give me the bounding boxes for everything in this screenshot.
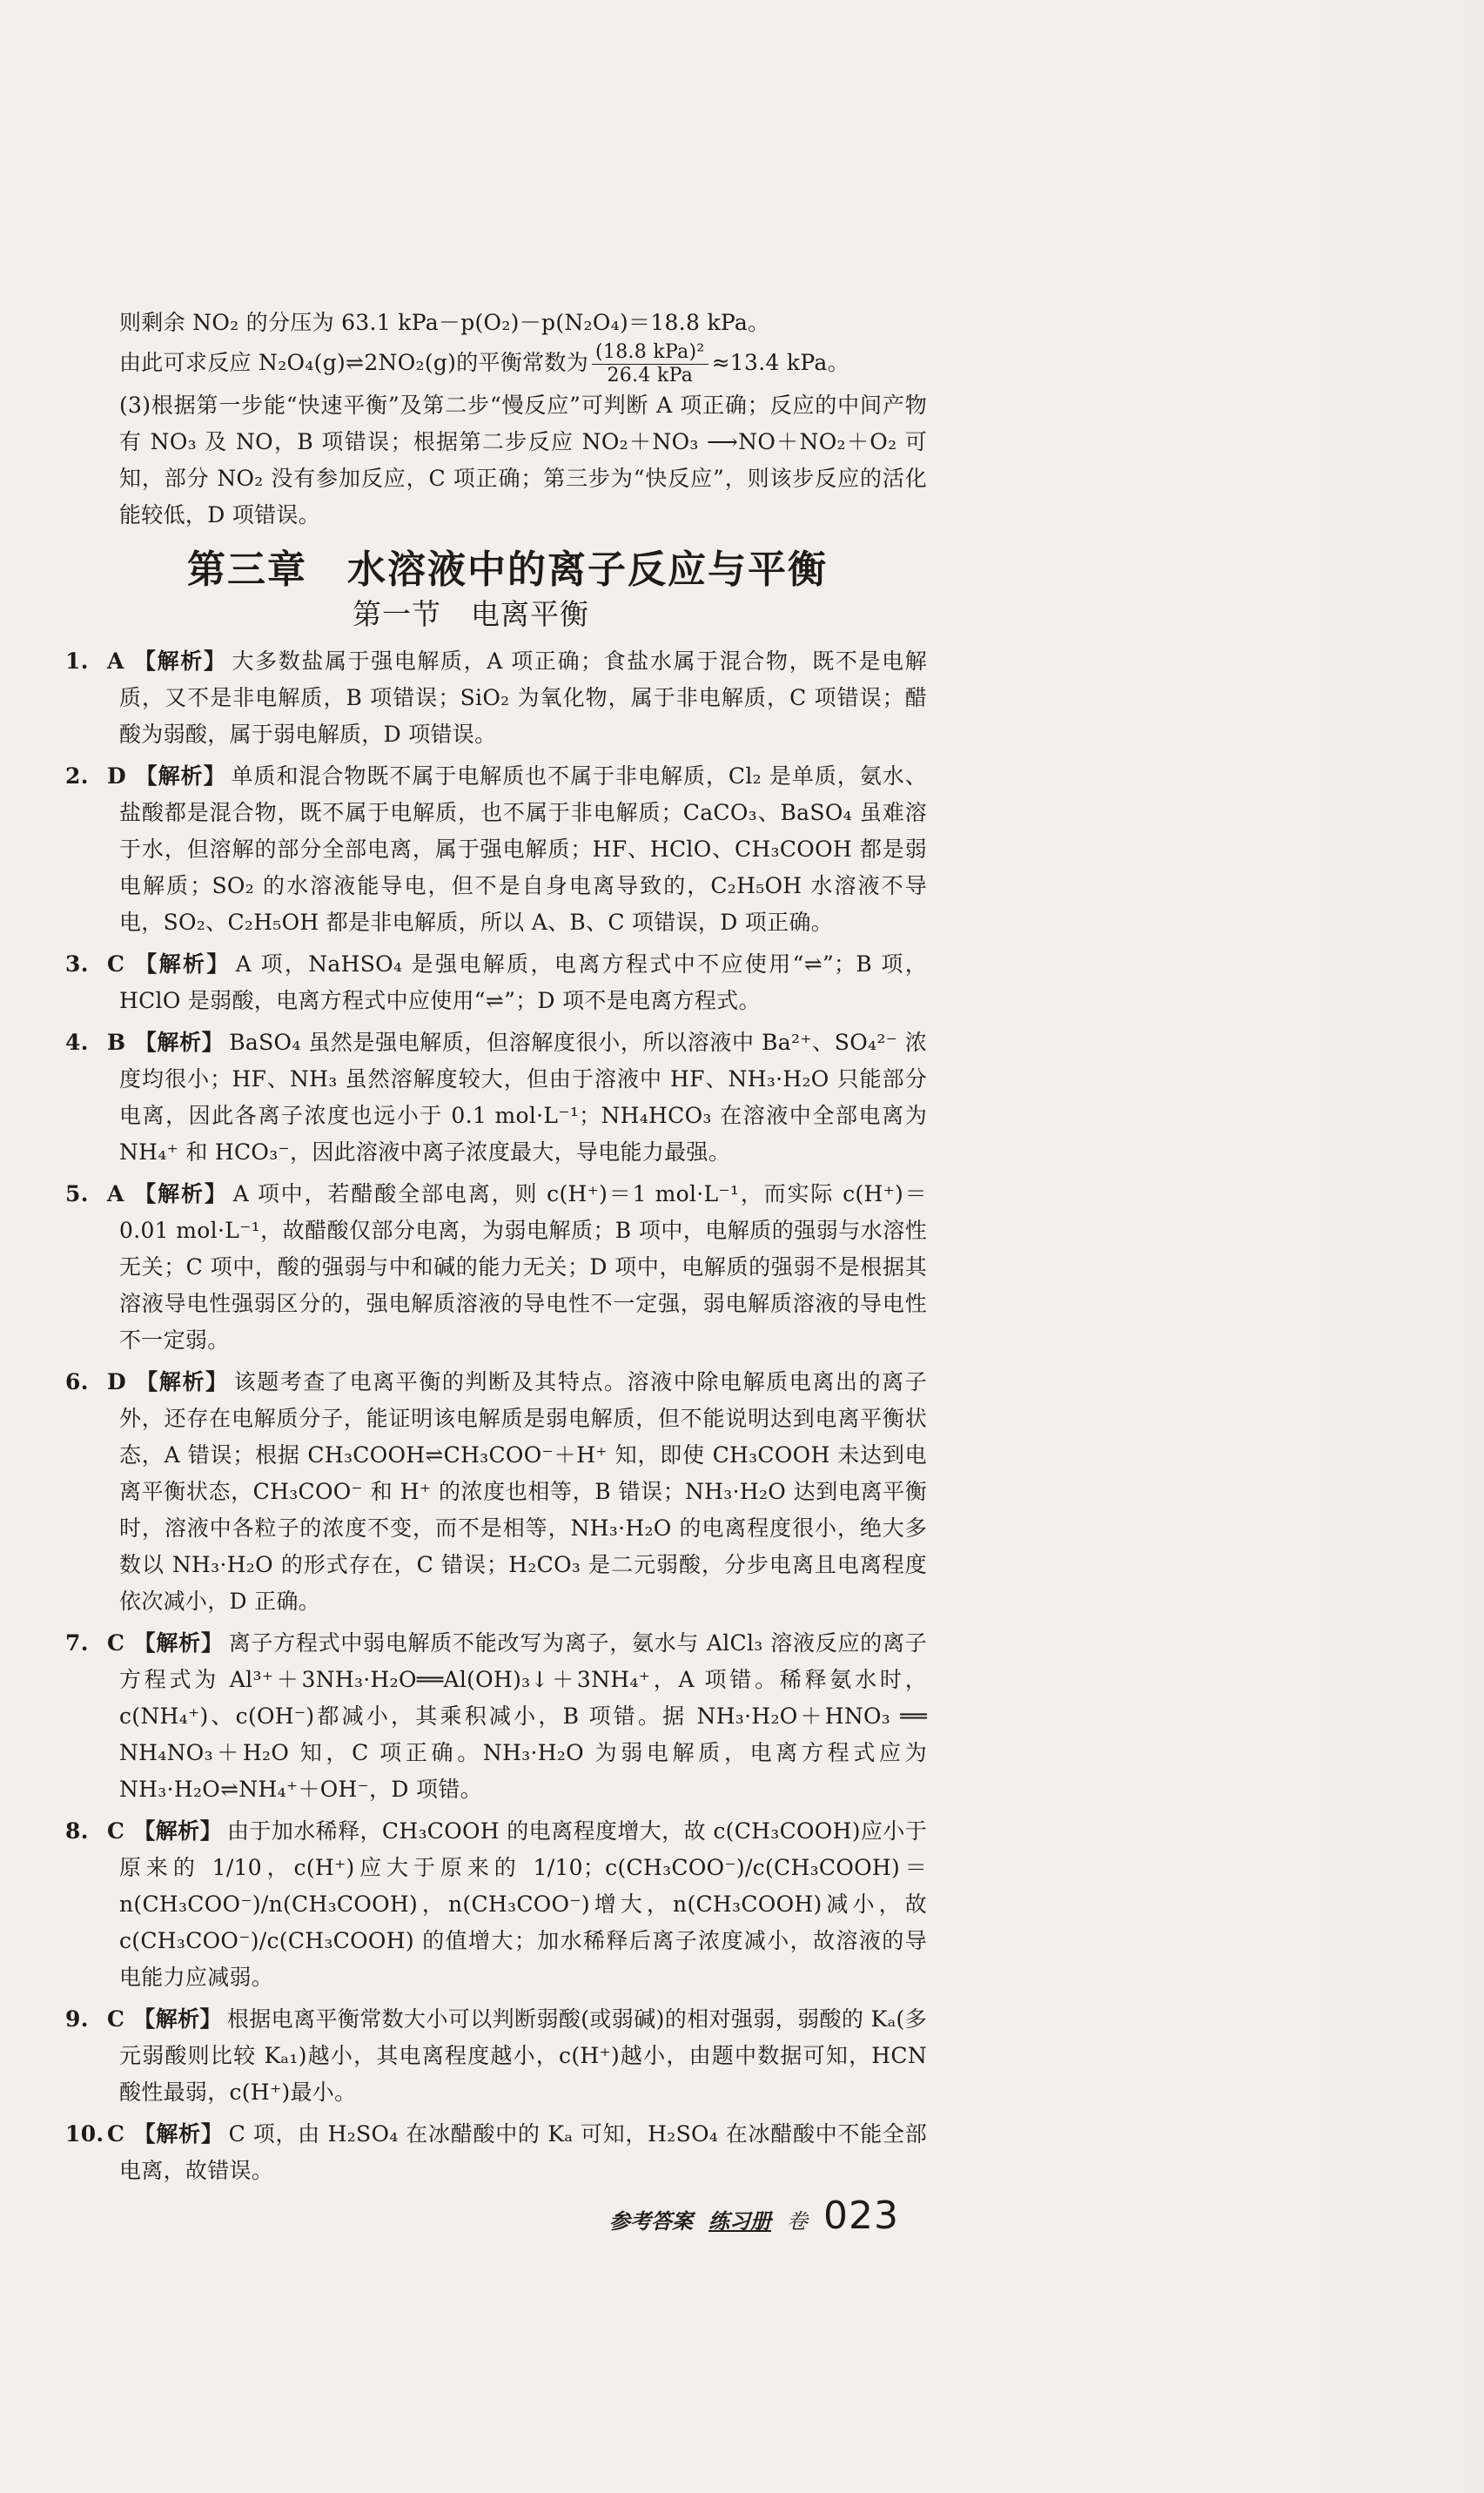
question-answer: B [107, 1030, 126, 1055]
question-answer: A [107, 1181, 124, 1206]
question-answer: C [107, 2006, 125, 2032]
question-item [65, 1025, 927, 1171]
question-number: 3. [65, 951, 89, 977]
question-item [65, 643, 927, 753]
question-analysis: 该题考查了电离平衡的判断及其特点。溶液中除电解质电离出的离子外，还存在电解质分子，能证明该电解质是弱电解质，但不能说明达到电离平衡状态，A 错误；根据 CH₃COOH⇌CH₃COO⁻＋H⁺ 知，即使 CH₃COOH 未达到电离平衡状态，CH₃COO⁻ 和 H⁺ 的浓度也相等，B 错误；NH₃·H₂O 达到电离平衡时，溶液中各粒子的浓度不变，而不是相等，NH₃·H₂O 的电离程度很小，绝大多数以 NH₃·H₂O 的形式存在，C 错误；H₂CO₃ 是二元弱酸，分步电离且电离程度依次减小，D 正确。 [119, 1369, 927, 1614]
analysis-tag: 【解析】 [134, 763, 226, 789]
question-analysis: A 项中，若醋酸全部电离，则 c(H⁺)＝1 mol·L⁻¹，而实际 c(H⁺)＝0.01 mol·L⁻¹，故醋酸仅部分电离，为弱电解质；B 项中，电解质的强弱与水溶性无关；C 项中，酸的强弱与中和碱的能力无关；D 项中，电解质的强弱不是根据其溶液导电性强弱区分的，强电解质溶液的导电性不一定强，弱电解质溶液的导电性不一定弱。 [119, 1181, 927, 1353]
analysis-tag: 【解析】 [132, 1181, 228, 1206]
question-item [65, 1813, 927, 1996]
question-item [65, 946, 927, 1019]
question-number: 5. [65, 1181, 89, 1206]
question-number: 4. [65, 1030, 89, 1055]
question-analysis: BaSO₄ 虽然是强电解质，但溶解度很小，所以溶液中 Ba²⁺、SO₄²⁻ 浓度均很小；HF、NH₃ 虽然溶解度较大，但由于溶液中 HF、NH₃·H₂O 只能部分电离，因此各离子浓度也远小于 0.1 mol·L⁻¹；NH₄HCO₃ 在溶液中全部电离为 NH₄⁺ 和 HCO₃⁻，因此溶液中离子浓度最大，导电能力最强。 [119, 1030, 927, 1165]
question-item [65, 1176, 927, 1359]
analysis-tag: 【解析】 [134, 1030, 225, 1055]
equilibrium-fraction [592, 343, 708, 386]
footer-volume-label: 卷 [787, 2209, 808, 2234]
section-title: 第一节 电离平衡 [353, 597, 589, 631]
analysis-tag: 【解析】 [133, 1630, 224, 1656]
intro-line-3: (3)根据第一步能“快速平衡”及第二步“慢反应”可判断 A 项正确；反应的中间产物有 NO₃ 及 NO，B 项错误；根据第二步反应 NO₂＋NO₃ ⟶NO＋NO₂＋O₂ 可知，部分 NO₂ 没有参加反应，C 项正确；第三步为“快反应”，则该步反应的活化能较低，D 项错误。 [119, 393, 927, 527]
analysis-tag: 【解析】 [132, 648, 227, 674]
analysis-tag: 【解析】 [133, 1818, 222, 1844]
question-number: 9. [65, 2006, 89, 2032]
question-number: 10. [65, 2121, 104, 2147]
question-item [65, 1625, 927, 1808]
question-answer: D [107, 1369, 126, 1394]
fraction-numerator: (18.8 kPa)² [592, 343, 708, 365]
question-answer: C [107, 1818, 125, 1844]
equilibrium-text-after: ≈13.4 kPa。 [711, 350, 849, 375]
footer-workbook-label: 练习册 [708, 2209, 771, 2234]
analysis-tag: 【解析】 [133, 2121, 224, 2147]
question-number: 2. [65, 763, 89, 789]
page-number: 023 [823, 2194, 899, 2238]
intro-line-1: 则剩余 NO₂ 的分压为 63.1 kPa－p(O₂)－p(N₂O₄)＝18.8 kPa。 [119, 310, 770, 335]
intro-line-2 [65, 343, 927, 386]
question-analysis: 根据电离平衡常数大小可以判断弱酸(或弱碱)的相对强弱，弱酸的 Kₐ(多元弱酸则比较 Kₐ₁)越小，其电离程度越小，c(H⁺)越小，由题中数据可知，HCN 酸性最弱，c(H⁺)最小。 [119, 2006, 928, 2105]
scan-shadow [1288, 0, 1484, 2493]
question-answer: C [107, 1630, 125, 1656]
question-analysis: 离子方程式中弱电解质不能改写为离子，氨水与 AlCl₃ 溶液反应的离子方程式为 Al³⁺＋3NH₃·H₂O══Al(OH)₃↓＋3NH₄⁺，A 项错。稀释氨水时，c(NH₄⁺)、c(OH⁻)都减小，其乘积减小，B 项错。据 NH₃·H₂O＋HNO₃ ══ NH₄NO₃＋H₂O 知，C 项正确。NH₃·H₂O 为弱电解质，电离方程式应为 NH₃·H₂O⇌NH₄⁺＋OH⁻，D 项错。 [119, 1630, 927, 1802]
question-item [65, 758, 927, 941]
question-number: 7. [65, 1630, 89, 1656]
analysis-tag: 【解析】 [133, 2006, 222, 2032]
question-analysis: 单质和混合物既不属于电解质也不属于非电解质，Cl₂ 是单质，氨水、盐酸都是混合物，既不属于电解质，也不属于非电解质；CaCO₃、BaSO₄ 虽难溶于水，但溶解的部分全部电离，属于强电解质；HF、HClO、CH₃COOH 都是弱电解质；SO₂ 的水溶液能导电，但不是自身电离导致的，C₂H₅OH 水溶液不导电，SO₂、C₂H₅OH 都是非电解质，所以 A、B、C 项错误，D 项正确。 [119, 763, 927, 935]
analysis-tag: 【解析】 [134, 1369, 229, 1394]
question-analysis: 大多数盐属于强电解质，A 项正确；食盐水属于混合物，既不是电解质，又不是非电解质，B 项错误；SiO₂ 为氧化物，属于非电解质，C 项错误；醋酸为弱酸，属于弱电解质，D 项错误。 [119, 648, 927, 747]
question-analysis: 由于加水稀释，CH₃COOH 的电离程度增大，故 c(CH₃COOH)应小于原来的 1/10，c(H⁺)应大于原来的 1/10；c(CH₃COO⁻)/c(CH₃COOH)＝n(CH₃COO⁻)/n(CH₃COOH)，n(CH₃COO⁻)增大，n(CH₃COOH)减小，故 c(CH₃COO⁻)/c(CH₃COOH) 的值增大；加水稀释后离子浓度减小，故溶液的导电能力应减弱。 [119, 1818, 927, 1990]
question-answer: C [107, 951, 125, 977]
question-answer: C [107, 2121, 125, 2147]
question-item [65, 2001, 927, 2111]
analysis-tag: 【解析】 [133, 951, 231, 977]
page-content [65, 305, 927, 2194]
fraction-denominator: 26.4 kPa [607, 365, 694, 386]
question-analysis: A 项，NaHSO₄ 是强电解质，电离方程式中不应使用“⇌”；B 项，HClO 是弱酸，电离方程式中应使用“⇌”；D 项不是电离方程式。 [119, 951, 927, 1013]
footer-answers-label: 参考答案 [609, 2209, 693, 2234]
question-number: 8. [65, 1818, 89, 1844]
question-item [65, 2116, 927, 2189]
question-item [65, 1364, 927, 1620]
chapter-title: 第三章 水溶液中的离子反应与平衡 [187, 548, 828, 592]
page-footer [609, 2194, 899, 2238]
question-analysis: C 项，由 H₂SO₄ 在冰醋酸中的 Kₐ 可知，H₂SO₄ 在冰醋酸中不能全部电离，故错误。 [119, 2121, 927, 2183]
question-number: 1. [65, 648, 89, 674]
question-answer: D [107, 763, 126, 789]
question-answer: A [107, 648, 124, 674]
equilibrium-text-before: 由此可求反应 N₂O₄(g)⇌2NO₂(g)的平衡常数为 [119, 350, 589, 375]
question-number: 6. [65, 1369, 89, 1394]
